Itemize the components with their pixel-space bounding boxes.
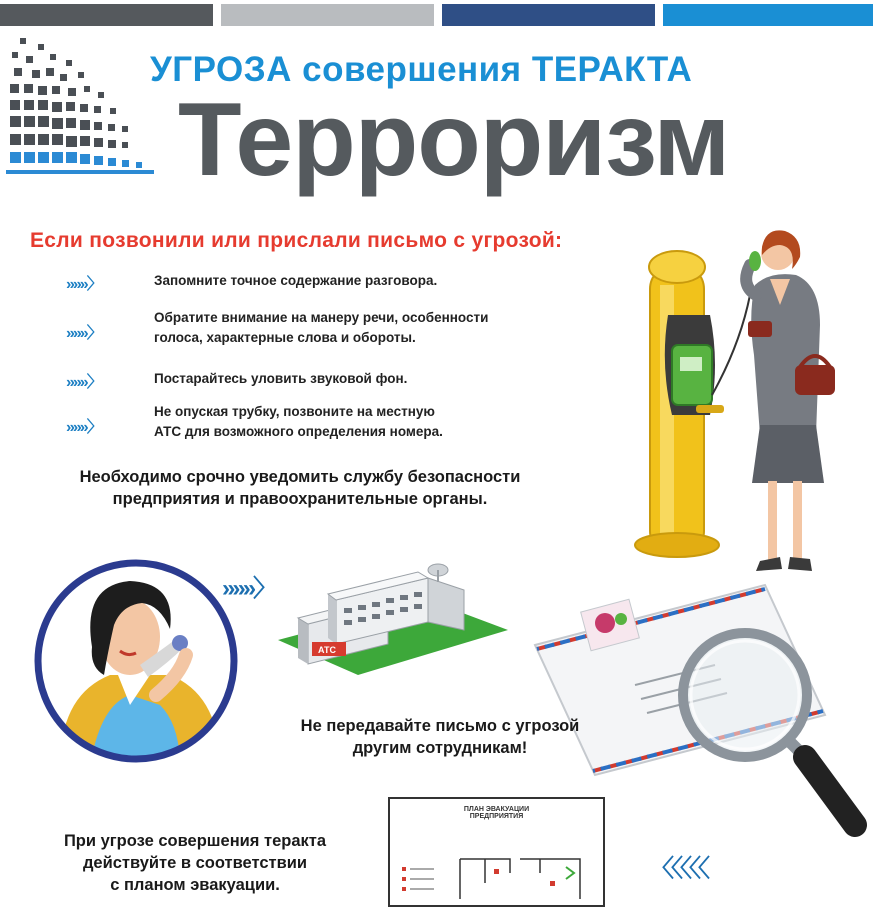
notify-security-notice	[20, 466, 580, 510]
floor-plan-drawing	[390, 823, 603, 903]
letter-warning-notice	[260, 715, 620, 759]
notice-line: другим сотрудникам!	[352, 739, 528, 757]
payphone-woman-illustration	[620, 225, 860, 590]
evacuation-plan-title: ПЛАН ЭВАКУАЦИИ	[463, 806, 530, 813]
list-item	[66, 308, 626, 352]
list-item-text: Постарайтесь уловить звуковой фон.	[154, 371, 408, 386]
bullet-arrows-icon: »»»〉	[66, 276, 101, 293]
top-bar-dark	[0, 4, 213, 26]
arrow-left-icon: 〈〈〈〈〈	[650, 855, 707, 882]
ats-sign: АТС	[318, 645, 337, 655]
list-item-text: Не опуская трубку, позвоните на местную	[154, 404, 435, 419]
list-item	[66, 366, 626, 392]
notice-line: действуйте в соответствии	[82, 854, 308, 872]
evacuation-plan-sheet	[388, 797, 605, 907]
list-item-text: Обратите внимание на манеру речи, особенности	[154, 310, 489, 325]
threat-subtitle: УГРОЗА совершения ТЕРАКТА	[150, 50, 693, 89]
list-item-text: Запомните точное содержание разговора.	[154, 273, 438, 288]
evacuation-plan-subtitle: ПРЕДПРИЯТИЯ	[469, 813, 524, 820]
list-item	[66, 402, 626, 446]
top-bar-light	[221, 4, 434, 26]
notice-line: предприятия и правоохранительные органы.	[112, 490, 488, 508]
page-title: Терроризм	[178, 82, 730, 198]
bullet-arrows-icon: »»»〉	[66, 374, 101, 391]
woman-on-phone-portrait	[30, 555, 242, 767]
phone-threat-heading: Если позвонили или прислали письмо с угрозой:	[30, 229, 563, 252]
bullet-arrows-icon: »»»〉	[66, 419, 101, 436]
notice-line: Необходимо срочно уведомить службу безопасности	[79, 468, 521, 486]
notice-line: При угрозе совершения теракта	[63, 832, 327, 850]
list-item-text: голоса, характерные слова и обороты.	[154, 330, 416, 345]
pixel-mosaic-logo	[6, 38, 156, 188]
arrow-right-icon: »»»〉	[222, 575, 275, 602]
ats-building-illustration	[278, 560, 508, 680]
top-bar-navy	[442, 4, 655, 26]
evacuation-notice	[30, 830, 360, 896]
notice-line: с планом эвакуации.	[110, 876, 280, 894]
notice-line: Не передавайте письмо с угрозой	[300, 717, 580, 735]
bullet-arrows-icon: »»»〉	[66, 325, 101, 342]
list-item	[66, 268, 626, 294]
list-item-text: АТС для возможного определения номера.	[154, 424, 443, 439]
top-bar-blue	[663, 4, 873, 26]
